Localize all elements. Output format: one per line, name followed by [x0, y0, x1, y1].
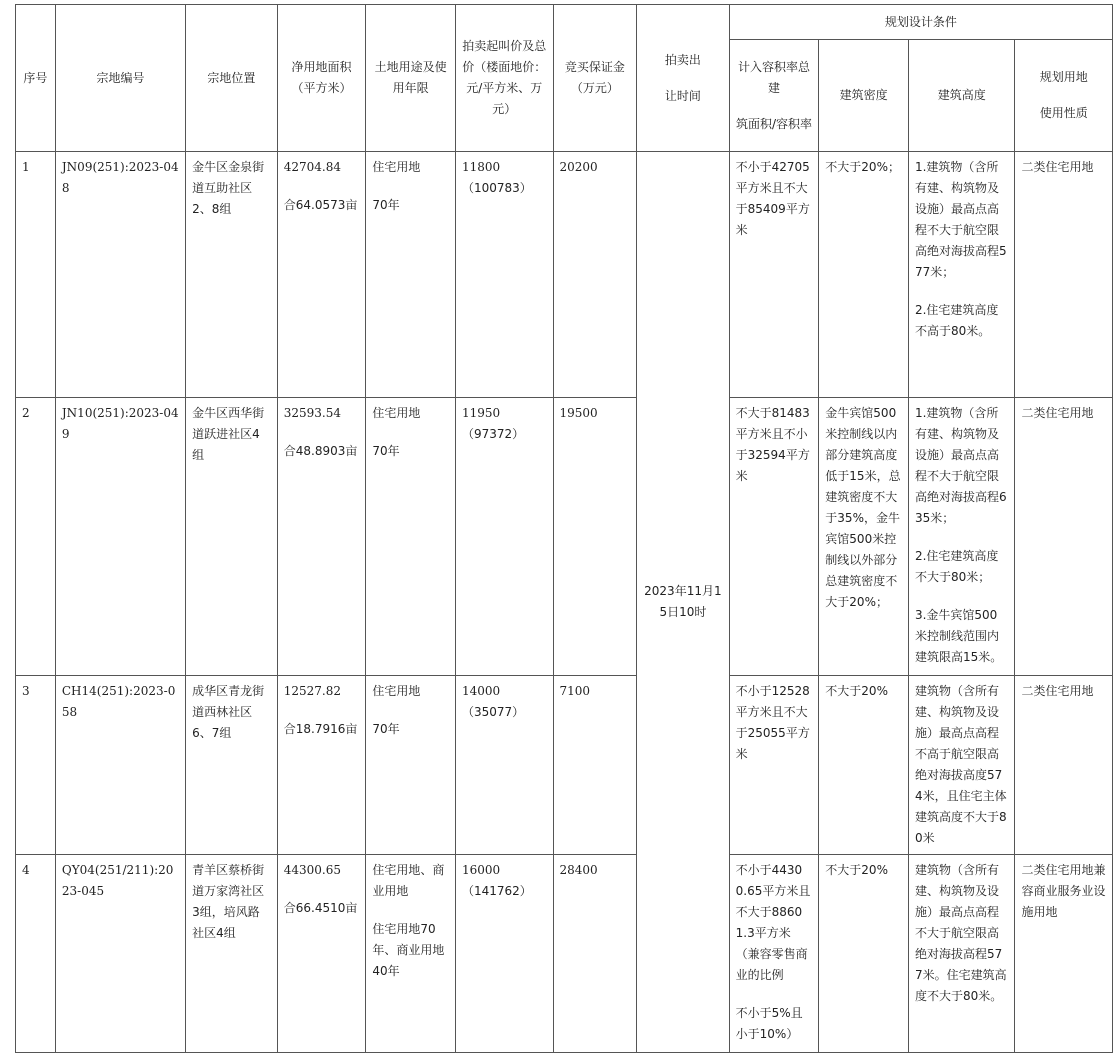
cell-price: [455, 152, 553, 398]
area-mu: 合66.4510亩: [283, 901, 358, 915]
price-total: （35077）: [461, 705, 525, 719]
cell-location: 成华区青龙街道西林社区6、7组: [186, 676, 278, 855]
cell-seq: 3: [16, 676, 56, 855]
cell-far: 不大于81483平方米且不小于32594平方米: [729, 398, 819, 676]
cell-location: 青羊区蔡桥街道万家湾社区3组，培风路社区4组: [186, 855, 278, 1053]
cell-parcel-no: CH14(251):2023-058: [55, 676, 185, 855]
cell-height: [908, 676, 1014, 855]
cell-density: 不大于20%: [819, 676, 909, 855]
cell-land-use: [366, 152, 456, 398]
height-item-2: 2.住宅建筑高度不大于80米；: [914, 549, 999, 584]
cell-auction-time: 2023年11月15日10时: [637, 152, 730, 1053]
header-height: 建筑高度: [908, 40, 1014, 152]
table-row: [16, 398, 1113, 676]
header-net-area: 净用地面积（平方米）: [277, 5, 366, 152]
price-floor: 14000: [461, 684, 501, 698]
header-deposit: 竞买保证金（万元）: [553, 5, 637, 152]
cell-parcel-no: QY04(251/211):2023-045: [55, 855, 185, 1053]
header-seq: 序号: [16, 5, 56, 152]
cell-deposit: 20200: [553, 152, 637, 398]
price-floor: 11950: [461, 406, 501, 420]
height-item-1: 建筑物（含所有建、构筑物及设施）最高点高程不高于航空限高绝对海拔高度574米，且住宅主体建筑高度不大于80米: [914, 684, 1007, 845]
header-use-nature-line1: 规划用地: [1039, 70, 1088, 84]
land-use-type: 住宅用地: [372, 160, 421, 174]
height-item-1: 1.建筑物（含所有建、构筑物及设施）最高点高程不大于航空限高绝对海拔高程577米；: [914, 160, 1007, 279]
cell-area: [277, 676, 366, 855]
cell-height: [908, 152, 1014, 398]
cell-deposit: 28400: [553, 855, 637, 1053]
cell-land-use: [366, 676, 456, 855]
cell-far: 不小于12528平方米且不大于25055平方米: [729, 676, 819, 855]
header-auction-time-line2: 让时间: [664, 88, 701, 103]
land-use-years: 70年: [372, 198, 400, 212]
cell-parcel-no: JN09(251):2023-048: [55, 152, 185, 398]
cell-density: 不大于20%；: [819, 152, 909, 398]
height-item-1: 1.建筑物（含所有建、构筑物及设施）最高点高程不大于航空限高绝对海拔高程635米；: [914, 406, 1007, 525]
table-row: [16, 676, 1113, 855]
cell-deposit: 19500: [553, 398, 637, 676]
header-start-price: 拍卖起叫价及总价（楼面地价：元/平方米、万元）: [455, 5, 553, 152]
cell-location: 金牛区金泉街道互助社区2、8组: [186, 152, 278, 398]
cell-density: 不大于20%: [819, 855, 909, 1053]
cell-height: [908, 398, 1014, 676]
area-sqm: 12527.82: [283, 684, 341, 698]
cell-land-use: [366, 855, 456, 1053]
cell-density: 金牛宾馆500米控制线以内部分建筑高度低于15米，总建筑密度不大于35%，金牛宾馆500米控制线以外部分总建筑密度不大于20%；: [819, 398, 909, 676]
height-item-3: 3.金牛宾馆500米控制线范围内建筑限高15米。: [914, 608, 1003, 664]
cell-seq: 4: [16, 855, 56, 1053]
cell-seq: 2: [16, 398, 56, 676]
header-density: 建筑密度: [819, 40, 909, 152]
area-sqm: 42704.84: [283, 160, 341, 174]
area-sqm: 32593.54: [283, 406, 341, 420]
cell-price: [455, 398, 553, 676]
height-item-2: 2.住宅建筑高度不高于80米。: [914, 303, 999, 338]
header-far: [729, 40, 819, 152]
land-use-years: 70年: [372, 444, 400, 458]
far-main: 不小于44300.65平方米且不大于88601.3平方米（兼容零售商业的比例: [735, 863, 811, 982]
table-row: [16, 152, 1113, 398]
header-use-nature-line2: 使用性质: [1039, 106, 1088, 120]
land-auction-table: [15, 4, 1113, 1053]
area-mu: 合18.7916亩: [283, 722, 358, 736]
header-planning-group: 规划设计条件: [729, 5, 1112, 40]
land-use-type: 住宅用地: [372, 406, 421, 420]
header-far-line1: 计入容积率总建: [737, 59, 810, 95]
land-use-type: 住宅用地: [372, 684, 421, 698]
cell-price: [455, 676, 553, 855]
header-auction-time: [637, 5, 730, 152]
height-item-1: 建筑物（含所有建、构筑物及设施）最高点高程不大于航空限高绝对海拔高程577米。住宅建筑高度不大于80米。: [914, 863, 1007, 1003]
land-use-type: 住宅用地、商业用地: [372, 863, 445, 898]
cell-height: [908, 855, 1014, 1053]
price-total: （141762）: [461, 884, 532, 898]
price-floor: 11800: [461, 160, 501, 174]
header-location: 宗地位置: [186, 5, 278, 152]
cell-area: [277, 152, 366, 398]
far-retail-ratio: 不小于5%且小于10%）: [735, 1006, 803, 1041]
land-use-years: 70年: [372, 722, 400, 736]
cell-land-use: [366, 398, 456, 676]
price-total: （97372）: [461, 427, 525, 441]
cell-far: 不小于42705平方米且不大于85409平方米: [729, 152, 819, 398]
table-row: [16, 855, 1113, 1053]
cell-location: 金牛区西华街道跃进社区4组: [186, 398, 278, 676]
cell-price: [455, 855, 553, 1053]
header-parcel-no: 宗地编号: [55, 5, 185, 152]
cell-use-nature: 二类住宅用地兼容商业服务业设施用地: [1015, 855, 1113, 1053]
cell-use-nature: 二类住宅用地: [1015, 398, 1113, 676]
cell-parcel-no: JN10(251):2023-049: [55, 398, 185, 676]
cell-use-nature: 二类住宅用地: [1015, 676, 1113, 855]
cell-far: [729, 855, 819, 1053]
land-auction-table-wrapper: [15, 4, 1113, 1053]
cell-deposit: 7100: [553, 676, 637, 855]
price-floor: 16000: [461, 863, 501, 877]
header-far-line2: 筑面积/容积率: [735, 116, 812, 131]
cell-use-nature: 二类住宅用地: [1015, 152, 1113, 398]
header-auction-time-line1: 拍卖出: [664, 52, 701, 67]
area-mu: 合64.0573亩: [283, 198, 358, 212]
header-land-use: 土地用途及使用年限: [366, 5, 456, 152]
land-use-years: 住宅用地70年、商业用地40年: [372, 922, 445, 978]
header-use-nature: [1015, 40, 1113, 152]
cell-area: [277, 855, 366, 1053]
cell-area: [277, 398, 366, 676]
price-total: （100783）: [461, 181, 532, 195]
area-mu: 合48.8903亩: [283, 444, 358, 458]
cell-seq: 1: [16, 152, 56, 398]
area-sqm: 44300.65: [283, 863, 341, 877]
